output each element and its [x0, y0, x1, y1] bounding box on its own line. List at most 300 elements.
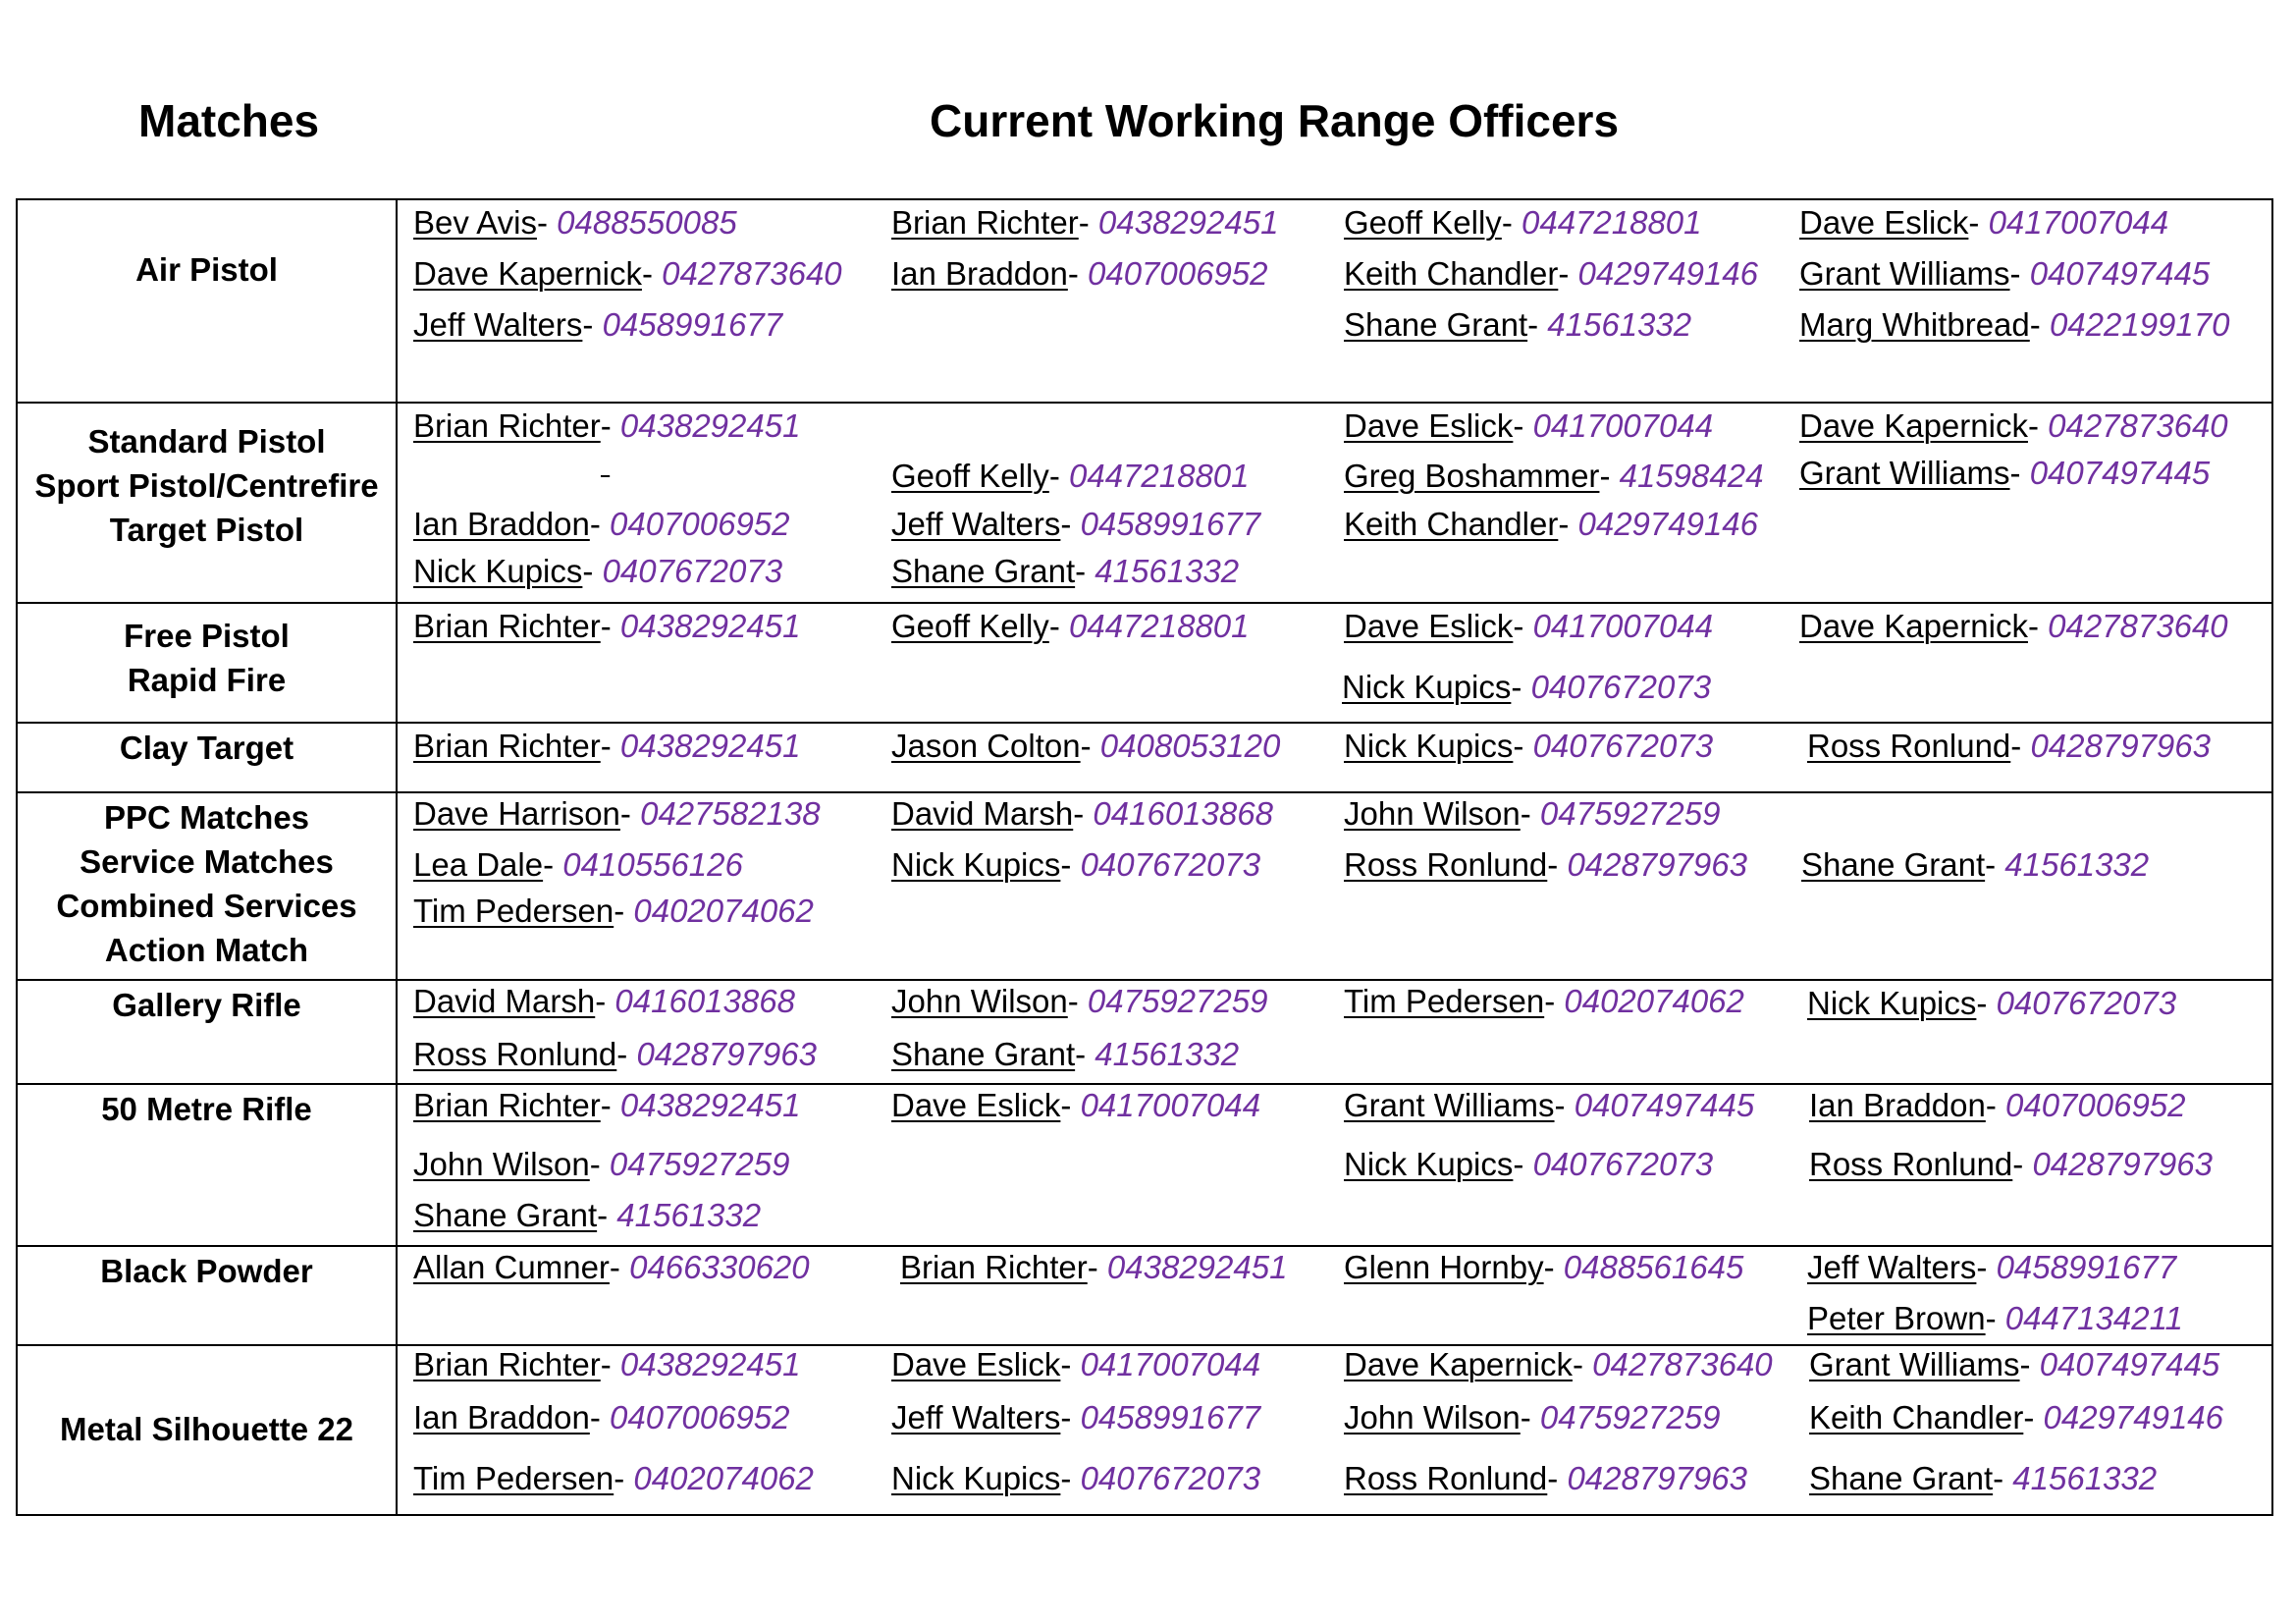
officer-name: Jeff Walters	[413, 306, 583, 343]
officer-phone: 0427582138	[640, 795, 821, 832]
officer-separator: -	[2023, 1399, 2044, 1435]
officer-phone: 0427873640	[1592, 1346, 1773, 1382]
officer-phone: 0458991677	[1080, 506, 1261, 542]
officer-name: Shane Grant	[891, 1036, 1076, 1072]
officer-separator: -	[2009, 455, 2030, 491]
officer-entry	[413, 1146, 789, 1183]
officer-phone: 0410556126	[562, 846, 743, 883]
officer-name: Ross Ronlund	[1344, 1460, 1548, 1496]
officer-phone: 0407672073	[602, 553, 783, 589]
officer-separator: -	[1985, 1300, 2005, 1336]
officer-name: Grant Williams	[1799, 455, 2010, 491]
officer-entry	[413, 506, 790, 543]
officer-entry	[1807, 1249, 2176, 1286]
officer-separator: -	[1513, 1146, 1533, 1182]
officer-separator: -	[600, 407, 620, 444]
officer-phone: 0402074062	[1564, 983, 1744, 1019]
officer-phone: 0466330620	[629, 1249, 810, 1285]
officer-entry	[1799, 407, 2228, 445]
match-name: Metal Silhouette 22	[60, 1411, 353, 1447]
officer-phone: 0438292451	[1097, 204, 1279, 241]
officer-entry	[1344, 1460, 1747, 1497]
officer-separator: -	[1073, 795, 1094, 832]
officer-entry	[1344, 608, 1713, 645]
match-name: Combined Services	[56, 888, 357, 924]
officer-separator: -	[1060, 1399, 1081, 1435]
officer-name: Brian Richter	[413, 1346, 601, 1382]
officer-separator: -	[2027, 407, 2049, 444]
match-row	[17, 792, 2272, 980]
officer-name: Brian Richter	[413, 1087, 601, 1123]
officer-phone: 0475927259	[1539, 1399, 1721, 1435]
officer-name: Nick Kupics	[1342, 669, 1512, 705]
officer-name: Shane Grant	[1344, 306, 1528, 343]
officer-entry	[413, 983, 795, 1020]
officer-entry	[891, 728, 1280, 765]
officer-phone: 0417007044	[1080, 1346, 1261, 1382]
officer-entry	[413, 204, 737, 242]
officer-separator: -	[597, 1197, 617, 1233]
officer-name: David Marsh	[413, 983, 596, 1019]
match-name: Free Pistol	[124, 618, 290, 654]
officer-separator: -	[1544, 983, 1565, 1019]
officer-name: Keith Chandler	[1809, 1399, 2024, 1435]
officer-separator: -	[1599, 458, 1620, 494]
officer-separator: -	[1520, 1399, 1540, 1435]
officer-separator: -	[2009, 255, 2030, 292]
officer-entry	[413, 795, 821, 833]
match-name: Clay Target	[119, 730, 294, 766]
officer-name: Dave Kapernick	[1799, 608, 2028, 644]
officer-name: John Wilson	[1344, 795, 1521, 832]
officer-separator: -	[595, 983, 615, 1019]
officer-name: Grant Williams	[1344, 1087, 1555, 1123]
officer-entry	[1809, 1399, 2223, 1436]
officer-entry	[413, 728, 800, 765]
officer-separator: -	[589, 1399, 610, 1435]
officer-name: John Wilson	[891, 983, 1068, 1019]
officer-phone: 0407497445	[2029, 455, 2211, 491]
officer-entry	[1344, 1399, 1720, 1436]
match-cell	[17, 1084, 397, 1246]
officer-name: Keith Chandler	[1344, 506, 1559, 542]
officer-separator: -	[1976, 985, 1997, 1021]
officer-entry	[1344, 1346, 1773, 1383]
officer-separator: -	[2010, 728, 2031, 764]
officer-phone: 0402074062	[633, 893, 814, 929]
match-name: Sport Pistol/Centrefire	[34, 467, 379, 504]
officer-separator: -	[600, 608, 620, 644]
officer-separator: -	[1968, 204, 1989, 241]
officer-entry	[900, 1249, 1287, 1286]
officer-separator: -	[536, 204, 558, 241]
match-row	[17, 1246, 2272, 1345]
officer-name: Grant Williams	[1809, 1346, 2020, 1382]
officer-entry	[413, 608, 800, 645]
officer-entry	[891, 506, 1260, 543]
officer-separator: -	[614, 1460, 634, 1496]
officer-phone: 0447218801	[1521, 204, 1702, 241]
match-cell	[17, 980, 397, 1084]
officer-separator: -	[1511, 669, 1531, 705]
officer-entry	[1344, 506, 1758, 543]
officer-phone: 0427873640	[2048, 407, 2228, 444]
match-row	[17, 723, 2272, 792]
officer-name: Grant Williams	[1799, 255, 2010, 292]
officer-name: Geoff Kelly	[891, 608, 1049, 644]
officer-separator: -	[2012, 1146, 2033, 1182]
officers-cell	[397, 1084, 2272, 1246]
officer-entry	[1809, 1087, 2186, 1124]
officer-phone: 0407006952	[609, 1399, 790, 1435]
officer-entry	[891, 1399, 1260, 1436]
officer-phone: 0488550085	[557, 204, 737, 241]
officer-entry	[1344, 255, 1758, 293]
officer-separator: -	[1513, 407, 1533, 444]
officer-entry	[1344, 983, 1744, 1020]
officer-name: Ian Braddon	[1809, 1087, 1986, 1123]
match-name: Action Match	[104, 932, 309, 968]
officer-separator: -	[1060, 506, 1081, 542]
officer-name: Dave Kapernick	[1799, 407, 2028, 444]
officer-entry	[1344, 1146, 1713, 1183]
officer-name: Brian Richter	[413, 728, 601, 764]
officer-name: Dave Eslick	[1799, 204, 1969, 241]
officer-entry	[891, 1036, 1239, 1073]
officer-separator: -	[1985, 1087, 2005, 1123]
officer-name: Dave Kapernick	[1344, 1346, 1573, 1382]
officer-phone: 0438292451	[619, 407, 801, 444]
officer-name: Nick Kupics	[413, 553, 583, 589]
match-name: 50 Metre Rifle	[101, 1091, 312, 1127]
officer-separator: -	[1048, 458, 1069, 494]
matches-heading: Matches	[138, 95, 320, 146]
officer-name: Tim Pedersen	[1344, 983, 1545, 1019]
officer-phone: 0407006952	[609, 506, 790, 542]
officer-phone: 0438292451	[1106, 1249, 1288, 1285]
officer-name: Nick Kupics	[1344, 728, 1514, 764]
officer-name: John Wilson	[413, 1146, 590, 1182]
officer-entry	[891, 846, 1260, 884]
officer-phone: 0402074062	[633, 1460, 814, 1496]
officer-name: Jason Colton	[891, 728, 1081, 764]
officer-name: Keith Chandler	[1344, 255, 1559, 292]
officer-name: Ross Ronlund	[1807, 728, 2011, 764]
officer-separator: -	[1067, 983, 1088, 1019]
officer-separator: -	[609, 1249, 630, 1285]
officer-separator: -	[600, 1346, 620, 1382]
officer-phone: 41561332	[616, 1197, 762, 1233]
officer-entry	[891, 983, 1267, 1020]
officer-entry	[413, 1197, 761, 1234]
officer-entry	[891, 1087, 1260, 1124]
officer-name: Geoff Kelly	[891, 458, 1049, 494]
officer-name: Tim Pedersen	[413, 893, 614, 929]
officer-phone: 0475927259	[609, 1146, 790, 1182]
officer-entry	[1799, 255, 2210, 293]
officer-phone: 0407006952	[1087, 255, 1268, 292]
officer-entry	[891, 608, 1250, 645]
officer-separator: -	[641, 255, 663, 292]
officer-phone: 0488561645	[1563, 1249, 1744, 1285]
officer-phone: 0417007044	[1532, 407, 1714, 444]
match-row	[17, 603, 2272, 723]
officer-entry	[413, 893, 814, 930]
officer-name: Dave Eslick	[1344, 608, 1514, 644]
officer-name: Dave Harrison	[413, 795, 620, 832]
officer-phone: 0407672073	[1080, 1460, 1261, 1496]
officer-entry	[891, 1460, 1260, 1497]
officer-entry	[1342, 669, 1711, 706]
match-name: Standard Pistol	[87, 423, 326, 460]
officer-phone: 0407497445	[2029, 255, 2211, 292]
officer-phone: 0408053120	[1099, 728, 1281, 764]
officer-phone: 0447218801	[1068, 458, 1250, 494]
officer-entry	[1344, 306, 1691, 344]
officer-separator: -	[1513, 728, 1533, 764]
officers-cell	[397, 980, 2272, 1084]
officer-entry	[413, 553, 782, 590]
officer-name: Shane Grant	[1809, 1460, 1994, 1496]
officer-separator: -	[1558, 506, 1578, 542]
officer-phone: 0407672073	[1532, 728, 1714, 764]
officer-phone: 0407672073	[1532, 1146, 1714, 1182]
officer-separator: -	[1547, 1460, 1568, 1496]
match-name: Black Powder	[100, 1253, 313, 1289]
officers-cell	[397, 792, 2272, 980]
officer-phone: 41561332	[2004, 846, 2150, 883]
officer-phone: 0438292451	[619, 1346, 801, 1382]
officer-phone: 0416013868	[614, 983, 795, 1019]
range-officers-table	[16, 198, 2273, 1516]
officer-separator: -	[1554, 1087, 1575, 1123]
match-row	[17, 403, 2272, 603]
officer-name: Ian Braddon	[413, 1399, 590, 1435]
officer-name: Ross Ronlund	[1344, 846, 1548, 883]
match-row	[17, 1084, 2272, 1246]
officer-phone: 0428797963	[1567, 846, 1747, 883]
officer-name: Marg Whitbread	[1799, 306, 2030, 343]
officer-separator: -	[1060, 1346, 1081, 1382]
officer-entry	[1809, 1460, 2157, 1497]
officer-separator: -	[543, 846, 563, 883]
officer-entry	[413, 1249, 810, 1286]
officer-separator: -	[582, 306, 603, 343]
match-cell	[17, 723, 397, 792]
officer-name: John Wilson	[1344, 1399, 1521, 1435]
officer-phone: 0417007044	[1080, 1087, 1261, 1123]
officer-entry	[1799, 306, 2229, 344]
officer-phone: 0458991677	[1080, 1399, 1261, 1435]
officer-phone: 0407497445	[1574, 1087, 1755, 1123]
officer-separator: -	[1067, 255, 1088, 292]
officer-separator: -	[2029, 306, 2050, 343]
officer-name: Glenn Hornby	[1344, 1249, 1544, 1285]
officer-phone: 0428797963	[2030, 728, 2211, 764]
officer-phone: 41561332	[1095, 1036, 1240, 1072]
officer-name: Shane Grant	[1801, 846, 1986, 883]
officer-separator: -	[1993, 1460, 2013, 1496]
match-name: Gallery Rifle	[112, 987, 301, 1023]
match-cell	[17, 1345, 397, 1515]
officer-phone: 0427873640	[662, 255, 842, 292]
officer-name: Nick Kupics	[891, 846, 1061, 883]
officer-phone: 0407672073	[1530, 669, 1712, 705]
officer-phone: 0416013868	[1093, 795, 1273, 832]
officer-phone: 0407672073	[1080, 846, 1261, 883]
officer-name: Brian Richter	[891, 204, 1079, 241]
officer-entry	[413, 1346, 800, 1383]
officer-entry	[1799, 204, 2168, 242]
officer-name: Nick Kupics	[891, 1460, 1061, 1496]
match-row	[17, 980, 2272, 1084]
officer-phone: 0429749146	[1577, 255, 1759, 292]
match-name: Rapid Fire	[127, 662, 287, 698]
officer-phone: 0428797963	[1567, 1460, 1747, 1496]
officer-phone: 0475927259	[1087, 983, 1268, 1019]
officer-entry	[413, 1460, 814, 1497]
officer-entry	[1799, 455, 2210, 492]
officer-entry	[1344, 795, 1720, 833]
officer-entry	[413, 306, 782, 344]
officer-entry	[1807, 985, 2176, 1022]
officer-phone: 0438292451	[619, 608, 801, 644]
officer-entry	[891, 1346, 1260, 1383]
match-row	[17, 1345, 2272, 1515]
officer-separator: -	[1075, 553, 1095, 589]
officer-entry	[1807, 1300, 2183, 1337]
officers-cell	[397, 1345, 2272, 1515]
officer-name: Dave Eslick	[891, 1346, 1061, 1382]
officer-name: Jeff Walters	[891, 506, 1061, 542]
officer-separator: -	[2027, 608, 2049, 644]
officer-name: Jeff Walters	[891, 1399, 1061, 1435]
officer-separator: -	[1048, 608, 1069, 644]
officer-entry	[891, 795, 1273, 833]
officer-entry	[1344, 728, 1713, 765]
officer-entry	[413, 846, 743, 884]
officer-entry	[1344, 1087, 1754, 1124]
officer-separator: -	[614, 893, 634, 929]
match-cell	[17, 603, 397, 723]
officer-name: Jeff Walters	[1807, 1249, 1977, 1285]
officer-name: Allan Cumner	[413, 1249, 610, 1285]
officer-phone: 0407006952	[2004, 1087, 2186, 1123]
match-cell	[17, 199, 397, 403]
officer-phone: 0422199170	[2049, 306, 2230, 343]
officer-separator: -	[582, 553, 603, 589]
officer-entry	[1344, 204, 1702, 242]
officer-separator: -	[600, 728, 620, 764]
officer-separator: -	[1075, 1036, 1095, 1072]
officer-phone: 0427873640	[2048, 608, 2228, 644]
officer-entry	[1344, 458, 1763, 495]
officer-entry	[1807, 728, 2211, 765]
match-name: Air Pistol	[135, 251, 278, 288]
officer-phone: 0447218801	[1068, 608, 1250, 644]
match-cell	[17, 403, 397, 603]
officer-name: Tim Pedersen	[413, 1460, 614, 1496]
match-cell	[17, 792, 397, 980]
officer-phone: 0458991677	[1996, 1249, 2177, 1285]
officer-name: Dave Kapernick	[413, 255, 642, 292]
officer-phone: 0475927259	[1539, 795, 1721, 832]
officer-separator: -	[589, 1146, 610, 1182]
officer-separator: -	[1572, 1346, 1593, 1382]
officer-separator: -	[1558, 255, 1578, 292]
officer-separator: -	[1520, 795, 1540, 832]
officer-name: Nick Kupics	[1807, 985, 1977, 1021]
officers-cell	[397, 723, 2272, 792]
officer-phone: 0438292451	[619, 1087, 801, 1123]
officer-phone: 0429749146	[1577, 506, 1759, 542]
officer-name: Peter Brown	[1807, 1300, 1986, 1336]
match-name: PPC Matches	[103, 799, 310, 836]
officer-name: Ross Ronlund	[1809, 1146, 2013, 1182]
officer-name: Nick Kupics	[1344, 1146, 1514, 1182]
officer-entry	[1801, 846, 2149, 884]
officer-separator: -	[1547, 846, 1568, 883]
officer-entry	[1809, 1346, 2219, 1383]
officer-entry	[1344, 846, 1747, 884]
officer-phone: 0428797963	[636, 1036, 817, 1072]
range-officers-table-body	[17, 199, 2272, 1515]
officer-phone: 41561332	[2012, 1460, 2158, 1496]
officer-name: Greg Boshammer	[1344, 458, 1600, 494]
officer-separator: -	[619, 795, 641, 832]
range-officers-heading: Current Working Range Officers	[930, 95, 1620, 146]
officer-name: Ross Ronlund	[413, 1036, 617, 1072]
officer-name: David Marsh	[891, 795, 1074, 832]
stray-underline-mark	[601, 445, 610, 482]
officer-entry	[1809, 1146, 2213, 1183]
officer-phone: 0407497445	[2039, 1346, 2220, 1382]
officer-phone: 41598424	[1619, 458, 1764, 494]
officer-name: Lea Dale	[413, 846, 544, 883]
officer-phone: 0417007044	[1988, 204, 2169, 241]
officer-name: Bev Avis	[413, 204, 537, 241]
officer-phone: 0458991677	[602, 306, 783, 343]
officer-entry	[891, 255, 1268, 293]
officer-separator: -	[589, 506, 610, 542]
officer-phone: 41561332	[1547, 306, 1692, 343]
officer-name: Brian Richter	[900, 1249, 1088, 1285]
match-name: Service Matches	[80, 843, 334, 880]
officers-cell	[397, 199, 2272, 403]
officer-separator: -	[600, 1087, 620, 1123]
officer-name: Shane Grant	[413, 1197, 598, 1233]
officer-separator: -	[1060, 1460, 1081, 1496]
officer-separator: -	[616, 1036, 637, 1072]
officer-entry	[1344, 407, 1713, 445]
officer-phone: 41561332	[1095, 553, 1240, 589]
officer-separator: -	[1976, 1249, 1997, 1285]
officer-separator: -	[2019, 1346, 2040, 1382]
officer-phone: 0428797963	[2032, 1146, 2213, 1182]
officer-phone: 0447134211	[2004, 1300, 2183, 1336]
officer-phone: 0407672073	[1996, 985, 2177, 1021]
officer-separator: -	[1060, 846, 1081, 883]
officer-separator: -	[1078, 204, 1098, 241]
match-cell	[17, 1246, 397, 1345]
officer-name: Ian Braddon	[413, 506, 590, 542]
officer-entry	[413, 255, 842, 293]
officer-separator: -	[1087, 1249, 1107, 1285]
officer-name: Brian Richter	[413, 407, 601, 444]
officers-cell	[397, 1246, 2272, 1345]
officer-entry	[413, 407, 800, 445]
officer-separator: -	[1501, 204, 1522, 241]
